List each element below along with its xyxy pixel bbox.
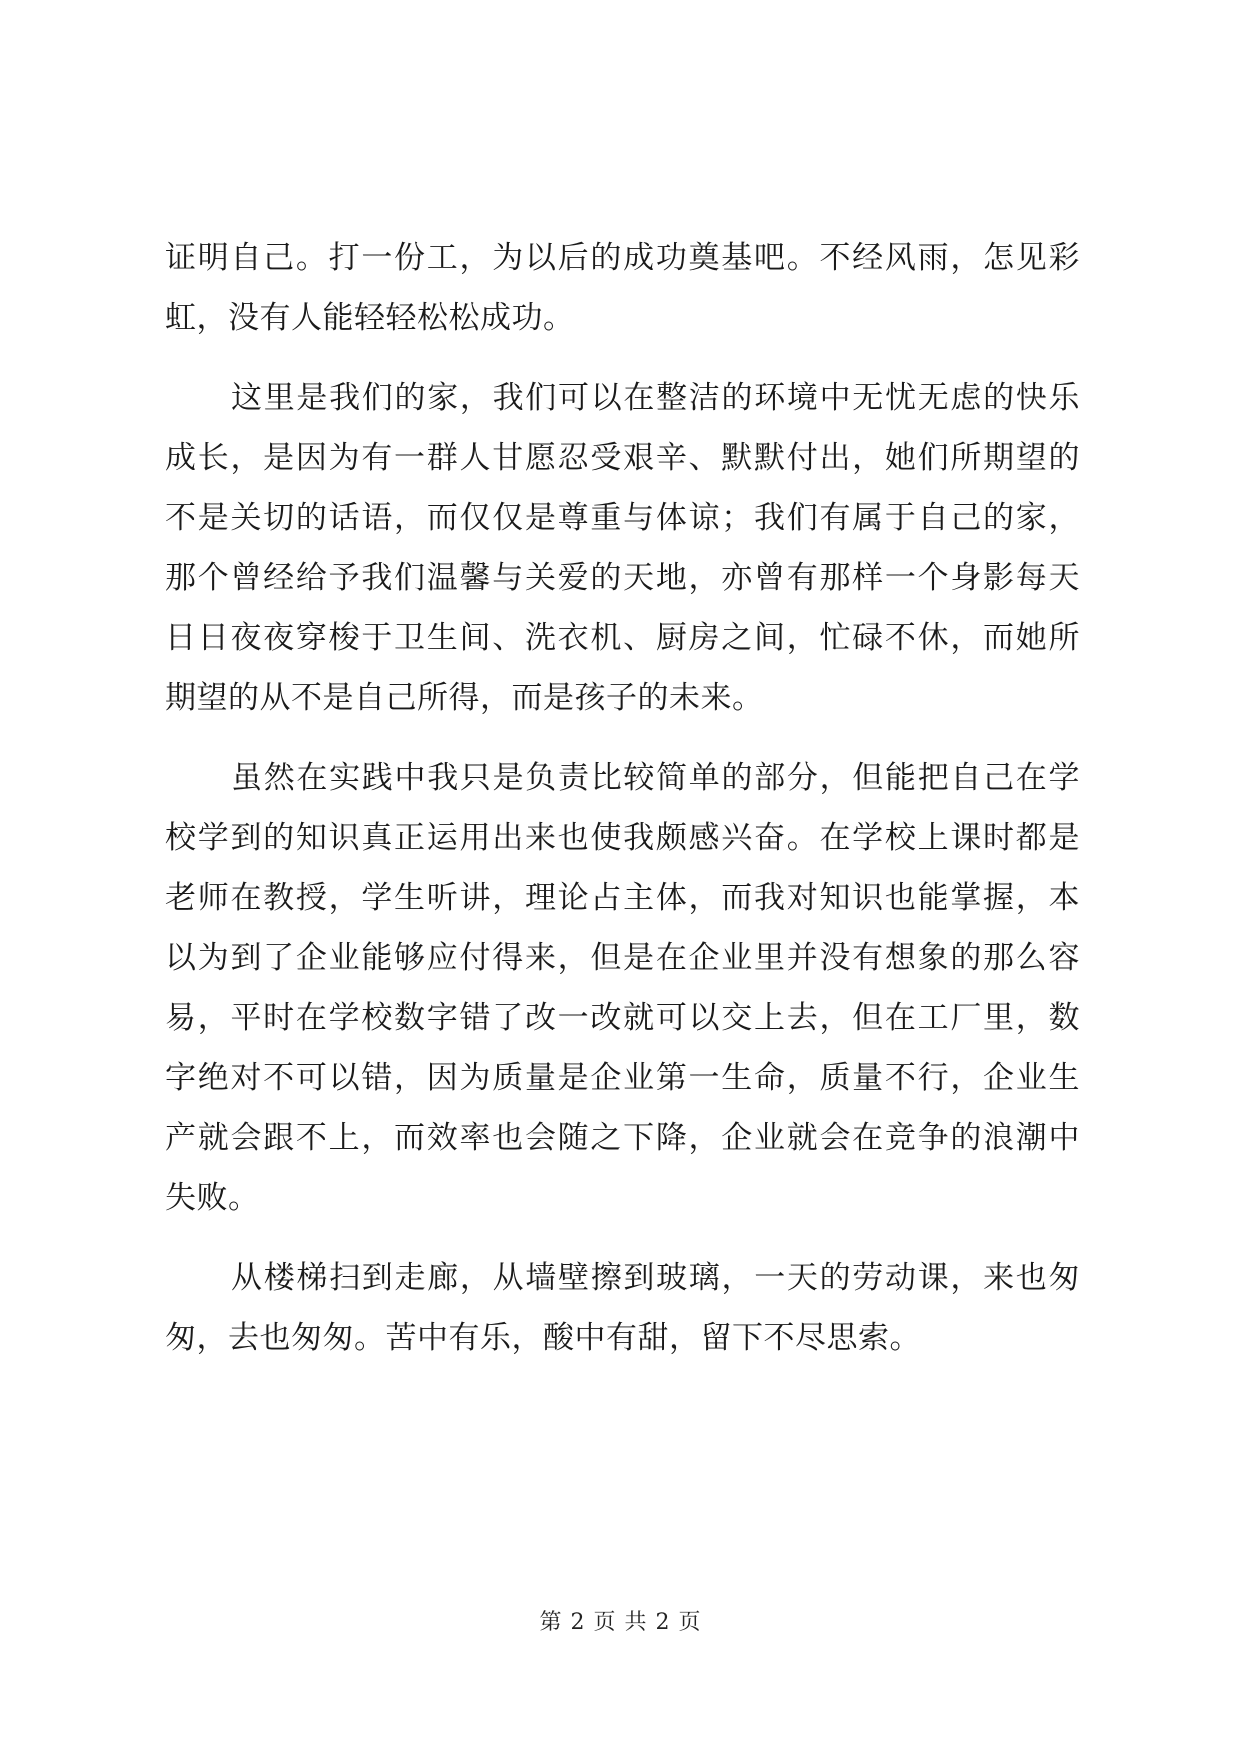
body-text bbox=[165, 228, 1080, 1368]
paragraph-4 bbox=[165, 1248, 1080, 1368]
paragraph-2 bbox=[165, 368, 1080, 728]
text-line: 不是关切的话语，而仅仅是尊重与体谅；我们有属于自己的家， bbox=[165, 500, 1080, 536]
text-line: 成长，是因为有一群人甘愿忍受艰辛、默默付出，她们所期望的 bbox=[165, 440, 1080, 476]
text-line: 失败。 bbox=[165, 1180, 260, 1216]
paragraph-1 bbox=[165, 228, 1080, 348]
text-line: 证明自己。打一份工，为以后的成功奠基吧。不经风雨，怎见彩 bbox=[165, 240, 1080, 276]
text-line: 从楼梯扫到走廊，从墙壁擦到玻璃，一天的劳动课，来也匆 bbox=[231, 1260, 1080, 1296]
text-line: 易，平时在学校数字错了改一改就可以交上去，但在工厂里，数 bbox=[165, 1000, 1080, 1036]
text-line: 这里是我们的家，我们可以在整洁的环境中无忧无虑的快乐 bbox=[231, 380, 1080, 416]
text-line: 那个曾经给予我们温馨与关爱的天地，亦曾有那样一个身影每天 bbox=[165, 560, 1080, 596]
paragraph-3 bbox=[165, 748, 1080, 1228]
text-line: 日日夜夜穿梭于卫生间、洗衣机、厨房之间，忙碌不休，而她所 bbox=[165, 620, 1080, 656]
text-line: 虹，没有人能轻轻松松成功。 bbox=[165, 300, 575, 336]
text-line: 虽然在实践中我只是负责比较简单的部分，但能把自己在学 bbox=[231, 760, 1080, 796]
text-line: 老师在教授，学生听讲，理论占主体，而我对知识也能掌握，本 bbox=[165, 880, 1080, 916]
text-line: 以为到了企业能够应付得来，但是在企业里并没有想象的那么容 bbox=[165, 940, 1080, 976]
text-line: 匆，去也匆匆。苦中有乐，酸中有甜，留下不尽思索。 bbox=[165, 1320, 921, 1356]
text-line: 校学到的知识真正运用出来也使我颇感兴奋。在学校上课时都是 bbox=[165, 820, 1080, 856]
text-line: 产就会跟不上，而效率也会随之下降，企业就会在竞争的浪潮中 bbox=[165, 1120, 1080, 1156]
text-line: 期望的从不是自己所得，而是孩子的未来。 bbox=[165, 680, 764, 716]
text-line: 字绝对不可以错，因为质量是企业第一生命，质量不行，企业生 bbox=[165, 1060, 1080, 1096]
page-footer: 第 2 页 共 2 页 bbox=[539, 1610, 702, 1635]
